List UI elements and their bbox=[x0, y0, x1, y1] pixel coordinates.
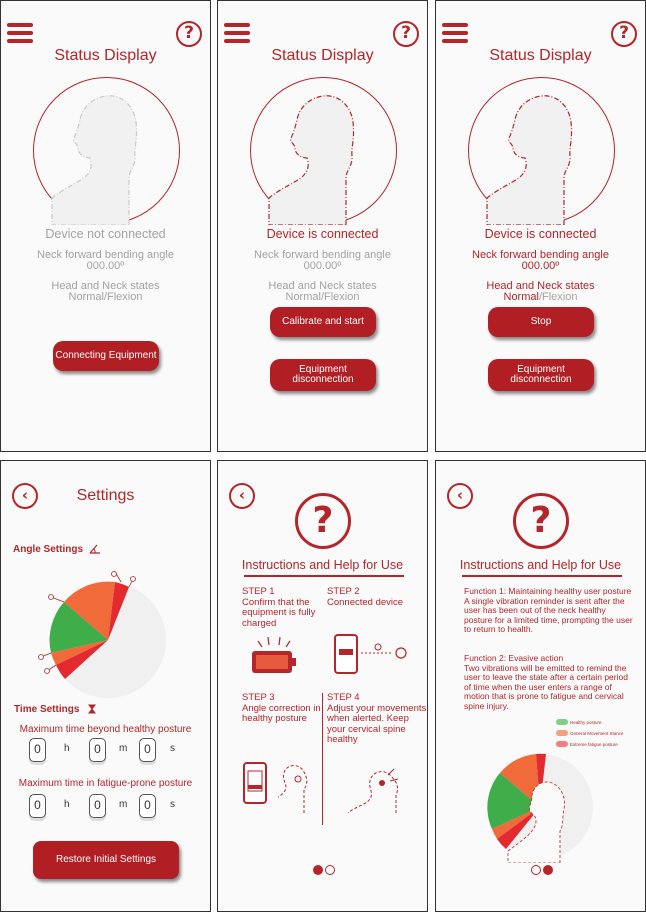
max-healthy-label: Maximum time beyond healthy posture bbox=[19, 724, 192, 735]
function-2 bbox=[464, 654, 634, 711]
angle-correction-illustration bbox=[242, 753, 318, 813]
question-circle-icon[interactable]: ? bbox=[176, 21, 202, 47]
page-title: Status Display bbox=[54, 47, 157, 64]
step-1-heading: STEP 1 bbox=[242, 586, 275, 597]
status-screen-disconnected bbox=[0, 0, 211, 452]
angle-icon bbox=[89, 544, 101, 554]
minutes-unit: m bbox=[119, 799, 128, 810]
function-2-text: Two vibrations will be emitted to remind the user to leave the state after a certain period of time when the user enters a range of motion that is prone to fatigue and cervical spine injury. bbox=[464, 662, 628, 711]
state-flexion: Flexion bbox=[324, 291, 360, 303]
help-screen-steps bbox=[217, 460, 428, 912]
step-1 bbox=[242, 587, 322, 629]
state-separator: / bbox=[320, 291, 325, 303]
phone-connected-icon bbox=[333, 631, 413, 679]
legend-swatch bbox=[556, 719, 568, 725]
max-fatigue-label: Maximum time in fatigue-prone posture bbox=[18, 778, 193, 789]
page-indicator-2[interactable] bbox=[325, 865, 335, 875]
healthy-minutes-field[interactable]: 0 bbox=[89, 738, 106, 762]
function-2-heading: Function 2: Evasive action bbox=[464, 653, 564, 663]
step-2-heading: STEP 2 bbox=[327, 586, 360, 597]
neck-status-display bbox=[33, 77, 180, 224]
hamburger-menu-icon[interactable] bbox=[224, 23, 250, 43]
step-4-text: Adjust your movements when alerted. Keep your cervical spine healthy bbox=[327, 702, 427, 745]
calibrate-and-start-button[interactable]: Calibrate and start bbox=[270, 307, 376, 337]
page-indicator-1[interactable] bbox=[313, 865, 323, 875]
angle-value: 000.00º bbox=[86, 260, 125, 272]
angle-settings-label bbox=[13, 544, 101, 555]
time-settings-text: Time Settings bbox=[14, 704, 80, 715]
state-flexion: Flexion bbox=[107, 291, 143, 303]
healthy-seconds-field[interactable]: 0 bbox=[139, 738, 156, 762]
angle-settings-text: Angle Settings bbox=[13, 544, 84, 555]
legend-healthy bbox=[556, 719, 602, 725]
legend-label: Extreme fatigue posture bbox=[570, 741, 618, 747]
help-title: Instructions and Help for Use bbox=[241, 558, 404, 572]
step-3 bbox=[242, 693, 324, 725]
state-flexion: Flexion bbox=[542, 291, 578, 303]
title-underline bbox=[462, 575, 622, 577]
hourglass-icon bbox=[88, 704, 96, 714]
question-circle-icon[interactable]: ? bbox=[393, 21, 419, 47]
step-3-text: Angle correction in healthy posture bbox=[242, 702, 321, 724]
fatigue-hours-field[interactable]: 0 bbox=[29, 794, 46, 818]
function-1-text: A single vibration reminder is sent after the user has been out of the neck healthy posture for a limited time, prompting the user to return to health. bbox=[464, 595, 633, 634]
legend-label: Healthy posture bbox=[570, 719, 602, 725]
status-screen-running bbox=[435, 0, 646, 452]
hours-unit: h bbox=[64, 799, 70, 810]
posture-alert-illustration bbox=[344, 753, 414, 813]
step-4 bbox=[327, 693, 427, 746]
page-title: Settings bbox=[76, 487, 135, 504]
state-normal: Normal bbox=[68, 291, 104, 303]
state-separator: / bbox=[103, 291, 108, 303]
state-label: Head and Neck states bbox=[486, 280, 595, 292]
question-circle-icon: ? bbox=[295, 493, 351, 549]
neck-status-display bbox=[468, 77, 615, 224]
page-indicator-2[interactable] bbox=[543, 865, 553, 875]
chevron-left-circle-icon[interactable]: ‹ bbox=[12, 483, 38, 509]
legend-extreme bbox=[556, 741, 618, 747]
state-normal: Normal bbox=[285, 291, 321, 303]
chevron-left-circle-icon[interactable]: ‹ bbox=[447, 483, 473, 509]
minutes-unit: m bbox=[119, 743, 128, 754]
time-settings-label bbox=[14, 704, 96, 715]
page-title: Status Display bbox=[489, 47, 592, 64]
healthy-hours-field[interactable]: 0 bbox=[29, 738, 46, 762]
function-1 bbox=[464, 587, 634, 635]
equipment-disconnection-button[interactable]: Equipment disconnection bbox=[488, 359, 594, 391]
page-title: Status Display bbox=[271, 47, 374, 64]
restore-initial-settings-button[interactable]: Restore Initial Settings bbox=[33, 841, 179, 879]
state-values bbox=[1, 292, 210, 303]
help-screen-functions bbox=[435, 460, 646, 912]
title-underline bbox=[244, 575, 404, 577]
step-3-heading: STEP 3 bbox=[242, 692, 275, 703]
fatigue-seconds-field[interactable]: 0 bbox=[139, 794, 156, 818]
steps-divider bbox=[322, 693, 323, 825]
neck-status-display bbox=[250, 77, 397, 224]
connection-status: Device is connected bbox=[484, 227, 597, 241]
head-silhouette-icon bbox=[251, 78, 398, 225]
angle-value: 000.00º bbox=[521, 260, 560, 272]
angle-label: Neck forward bending angle bbox=[37, 249, 174, 261]
angle-value: 000.00º bbox=[303, 260, 342, 272]
angle-pie-chart[interactable] bbox=[37, 571, 167, 703]
question-circle-icon: ? bbox=[513, 493, 569, 549]
settings-screen bbox=[0, 460, 211, 912]
connection-status: Device is connected bbox=[266, 227, 379, 241]
state-normal: Normal bbox=[503, 291, 539, 303]
legend-swatch bbox=[556, 741, 568, 747]
step-2-text: Connected device bbox=[327, 596, 404, 608]
state-separator: / bbox=[538, 291, 543, 303]
state-values bbox=[436, 292, 645, 303]
fatigue-minutes-field[interactable]: 0 bbox=[89, 794, 106, 818]
angle-label: Neck forward bending angle bbox=[472, 249, 609, 261]
legend-label: General Movement Stance bbox=[570, 730, 624, 736]
stop-button[interactable]: Stop bbox=[488, 307, 594, 337]
help-title: Instructions and Help for Use bbox=[459, 558, 622, 572]
step-2 bbox=[327, 587, 407, 608]
seconds-unit: s bbox=[170, 799, 175, 810]
step-4-heading: STEP 4 bbox=[327, 692, 360, 703]
step-1-text: Confirm that the equipment is fully charged bbox=[242, 596, 316, 629]
state-values bbox=[218, 292, 427, 303]
head-silhouette-icon bbox=[34, 78, 181, 225]
state-label: Head and Neck states bbox=[51, 280, 160, 292]
state-label: Head and Neck states bbox=[268, 280, 377, 292]
hamburger-menu-icon[interactable] bbox=[442, 23, 468, 43]
status-screen-connected bbox=[217, 0, 428, 452]
seconds-unit: s bbox=[170, 743, 175, 754]
hamburger-menu-icon[interactable] bbox=[7, 23, 33, 43]
connection-status: Device not connected bbox=[45, 227, 166, 241]
legend-swatch bbox=[556, 730, 568, 736]
battery-charged-icon bbox=[248, 637, 300, 679]
angle-label: Neck forward bending angle bbox=[254, 249, 391, 261]
connecting-equipment-button[interactable]: Connecting Equipment bbox=[53, 341, 159, 371]
function-1-heading: Function 1: Maintaining healthy user posture bbox=[464, 586, 632, 596]
chevron-left-circle-icon[interactable]: ‹ bbox=[229, 483, 255, 509]
hours-unit: h bbox=[64, 743, 70, 754]
posture-pie-chart bbox=[484, 751, 594, 863]
page-indicator-1[interactable] bbox=[531, 865, 541, 875]
equipment-disconnection-button[interactable]: Equipment disconnection bbox=[270, 359, 376, 391]
question-circle-icon[interactable]: ? bbox=[611, 21, 637, 47]
head-silhouette-icon bbox=[469, 78, 616, 225]
legend-general bbox=[556, 730, 624, 736]
